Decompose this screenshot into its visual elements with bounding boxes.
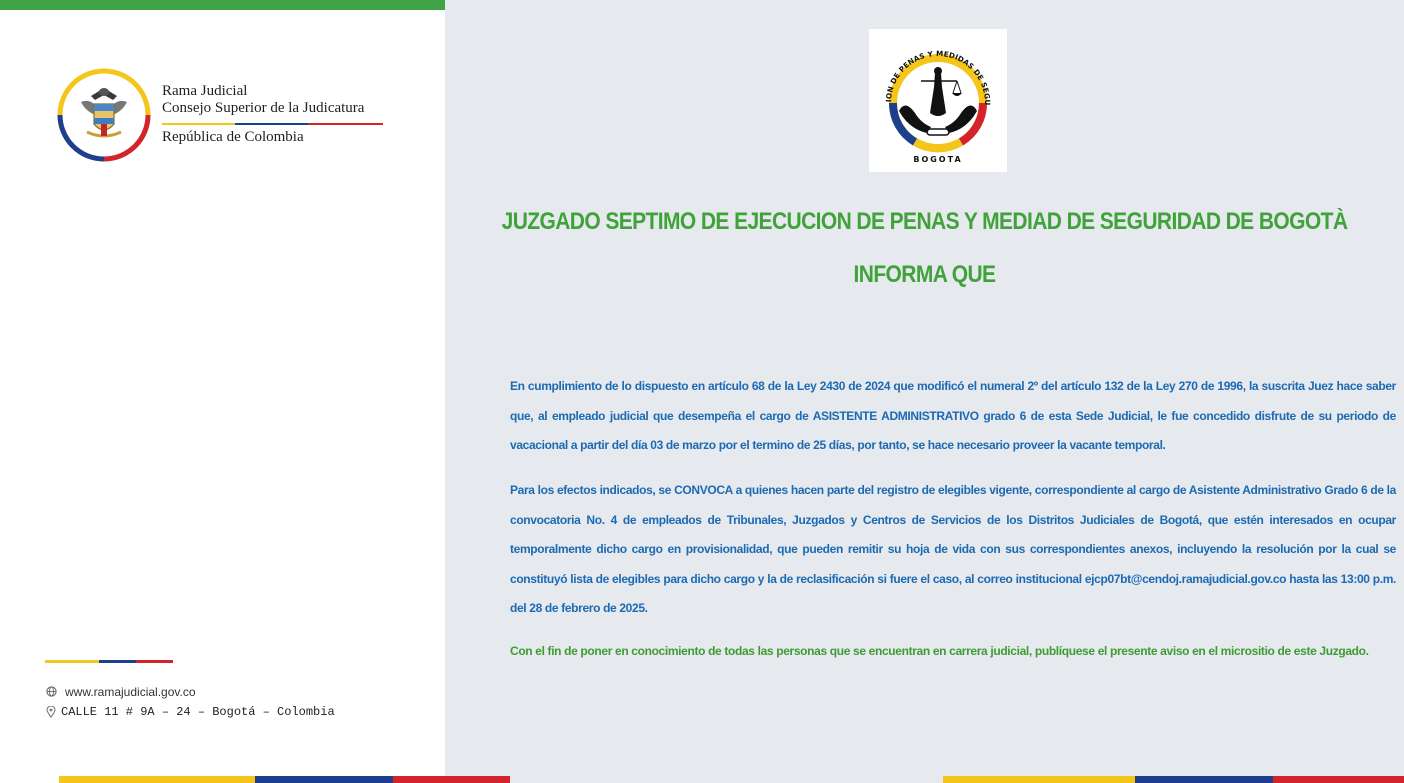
green-top-bar bbox=[0, 0, 445, 10]
address-text: CALLE 11 # 9A – 24 – Bogotá – Colombia bbox=[61, 705, 335, 719]
brand-text bbox=[162, 83, 365, 145]
page-title: JUZGADO SEPTIMO DE EJECUCION DE PENAS Y MEDIAD DE SEGURIDAD DE BOGOTÀ bbox=[501, 208, 1348, 235]
bottom-stripe-yellow-left bbox=[59, 776, 255, 783]
website-row bbox=[45, 682, 335, 702]
juzgado-emblem bbox=[869, 29, 1007, 172]
globe-icon bbox=[45, 686, 57, 698]
coat-of-arms-icon bbox=[57, 68, 151, 162]
bottom-stripe-yellow-right bbox=[943, 776, 1135, 783]
bottom-stripe-blue-right bbox=[1135, 776, 1273, 783]
brand-line-2: Consejo Superior de la Judicatura bbox=[162, 100, 365, 116]
emblem-bogota-label: BOGOTA bbox=[913, 155, 963, 164]
brand-block bbox=[57, 68, 417, 164]
notice-paragraph-1: En cumplimiento de lo dispuesto en artículo 68 de la Ley 2430 de 2024 que modificó el numeral 2º del artículo 132 de la Ley 270 de 1996, la suscrita Juez hace saber que, al empleado judicial que desempeña el cargo de ASISTENTE ADMINISTRATIVO grado 6 de esta Sede Judicial, le fue concedido disfrute de su periodo de vacacional a partir del día 03 de marzo por el termino de 25 días, por tanto, se hace necesario proveer la vacante temporal. bbox=[510, 379, 1396, 452]
notice-paragraph-3: Con el fin de poner en conocimiento de todas las personas que se encuentran en carrera judicial, publíquese el presente aviso en el micrositio de este Juzgado. bbox=[510, 644, 1369, 658]
notice-paragraph-2: Para los efectos indicados, se CONVOCA a quienes hacen parte del registro de elegibles vigente, correspondiente al cargo de Asistente Administrativo Grado 6 de la convocatoria No. 4 de empleados de Tribunales, Juzgados y Centros de Servicios de los Distritos Judiciales de Bogotá, que estén interesados en ocupar temporalmente dicho cargo en provisionalidad, que pueden remitir su hoja de vida con sus correspondientes anexos, incluyendo la resolución por la cual se constituyó lista de elegibles para dicho cargo y la de reclasificación si fuere el caso, al correo institucional ejcp07bt@cendoj.ramajudicial.gov.co hasta las 13:00 p.m. del 28 de febrero de 2025. bbox=[510, 483, 1396, 615]
bottom-stripe-red-right bbox=[1273, 776, 1404, 783]
brand-line-1: Rama Judicial bbox=[162, 83, 248, 99]
scales-of-justice-icon bbox=[869, 29, 1007, 172]
contact-block bbox=[45, 682, 335, 722]
footer-tricolor-rule bbox=[45, 660, 173, 663]
address-row bbox=[45, 702, 335, 722]
tricolor-rule bbox=[162, 123, 383, 125]
page-subtitle: INFORMA QUE bbox=[853, 261, 996, 288]
left-panel bbox=[0, 0, 445, 783]
svg-text:EJECUCION DE PENAS Y MEDIDAS D: ION DE PENAS Y MEDIDAS DE SEGU bbox=[883, 48, 993, 106]
brand-line-3: República de Colombia bbox=[162, 129, 304, 145]
website-link[interactable]: www.ramajudicial.gov.co bbox=[65, 685, 196, 699]
location-pin-icon bbox=[45, 706, 57, 718]
bottom-stripe-red-left bbox=[393, 776, 510, 783]
bottom-stripe-blue-left bbox=[255, 776, 393, 783]
